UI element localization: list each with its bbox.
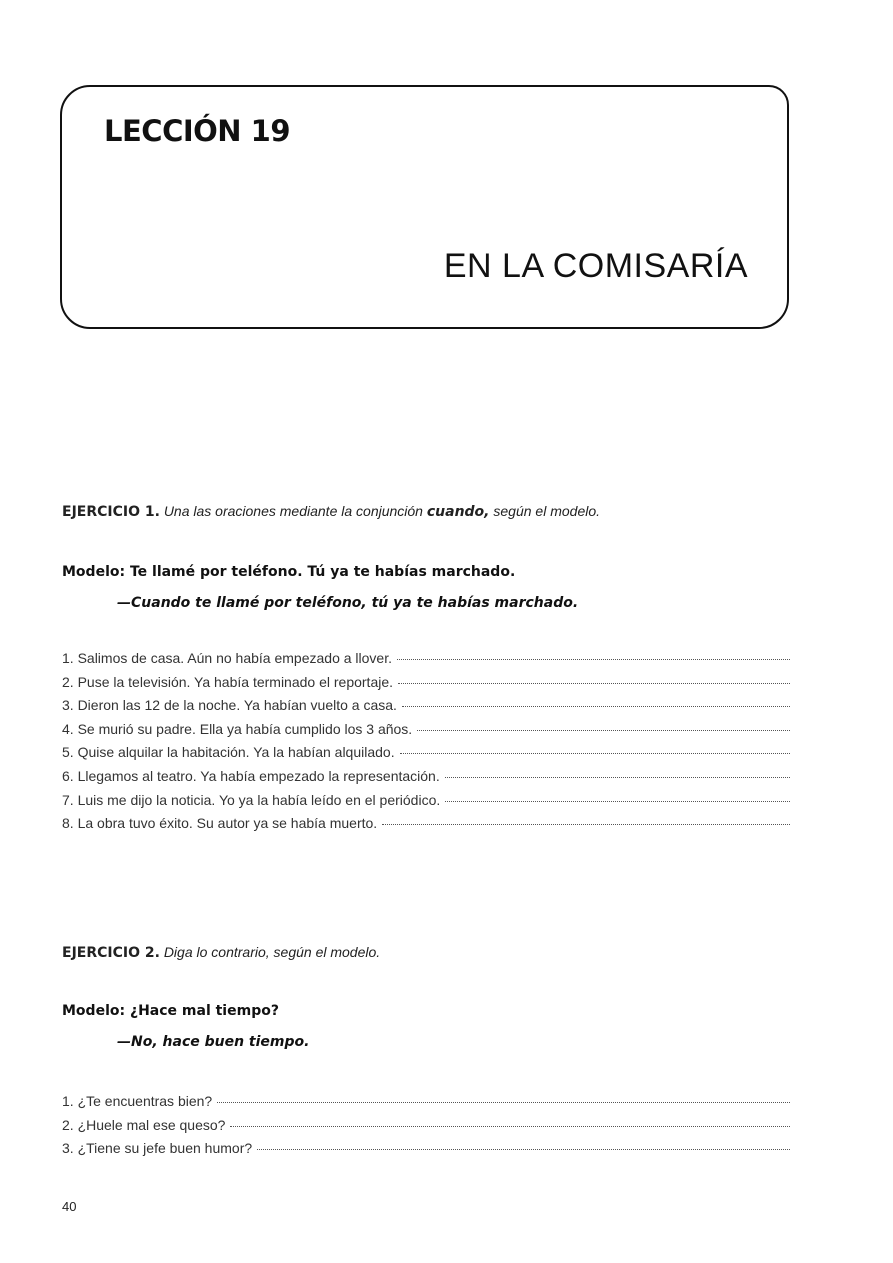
answer-line[interactable] xyxy=(217,1102,790,1103)
answer-line[interactable] xyxy=(445,801,790,802)
exercise-item xyxy=(62,697,790,721)
item-text: 4. Se murió su padre. Ella ya había cumplido los 3 años. xyxy=(62,720,413,737)
item-text: 2. Puse la televisión. Ya había terminado el reportaje. xyxy=(62,673,394,690)
exercise-1-items xyxy=(62,650,790,839)
answer-line[interactable] xyxy=(230,1126,790,1127)
item-text: 8. La obra tuvo éxito. Su autor ya se había muerto. xyxy=(62,815,378,832)
exercise-1-model-answer: —Cuando te llamé por teléfono, tú ya te habías marchado. xyxy=(117,595,579,611)
exercise-item xyxy=(62,792,790,816)
exercise-item xyxy=(62,1093,790,1117)
lesson-number: LECCIÓN 19 xyxy=(104,114,291,148)
exercise-1-heading xyxy=(62,503,600,520)
exercise-1-conjunction: cuando, xyxy=(426,504,490,520)
answer-line[interactable] xyxy=(382,824,790,825)
exercise-item xyxy=(62,721,790,745)
item-text: 3. ¿Tiene su jefe buen humor? xyxy=(62,1140,253,1157)
exercise-2-label: EJERCICIO 2. xyxy=(62,945,160,961)
item-text: 3. Dieron las 12 de la noche. Ya habían vuelto a casa. xyxy=(62,697,397,714)
item-text: 6. Llegamos al teatro. Ya había empezado la representación. xyxy=(62,767,440,784)
answer-line[interactable] xyxy=(445,777,790,778)
exercise-1-label: EJERCICIO 1. xyxy=(62,504,160,520)
exercise-1-instruction-end: según el modelo. xyxy=(489,503,601,519)
exercise-item xyxy=(62,1117,790,1141)
exercise-1-model-prompt: Modelo: Te llamé por teléfono. Tú ya te habías marchado. xyxy=(62,564,516,580)
exercise-item xyxy=(62,768,790,792)
exercise-2-instruction: Diga lo contrario, según el modelo. xyxy=(163,944,381,960)
answer-line[interactable] xyxy=(417,730,790,731)
exercise-2-items xyxy=(62,1093,790,1164)
exercise-item xyxy=(62,650,790,674)
exercise-item xyxy=(62,1140,790,1164)
item-text: 2. ¿Huele mal ese queso? xyxy=(62,1116,226,1133)
exercise-1-instruction-start: Una las oraciones mediante la conjunción xyxy=(163,503,427,519)
item-text: 5. Quise alquilar la habitación. Ya la habían alquilado. xyxy=(62,744,395,761)
item-text: 1. ¿Te encuentras bien? xyxy=(62,1093,213,1109)
item-text: 1. Salimos de casa. Aún no había empezado a llover. xyxy=(62,650,392,666)
item-text: 7. Luis me dijo la noticia. Yo ya la había leído en el periódico. xyxy=(62,791,441,808)
exercise-2-model-prompt: Modelo: ¿Hace mal tiempo? xyxy=(62,1003,279,1019)
exercise-2-model-answer: —No, hace buen tiempo. xyxy=(117,1034,310,1050)
exercise-item xyxy=(62,815,790,839)
exercise-2-heading xyxy=(62,944,380,961)
answer-line[interactable] xyxy=(397,659,790,660)
exercise-item xyxy=(62,674,790,698)
answer-line[interactable] xyxy=(402,706,790,707)
answer-line[interactable] xyxy=(398,683,790,684)
answer-line[interactable] xyxy=(257,1149,790,1150)
exercise-item xyxy=(62,744,790,768)
lesson-title: EN LA COMISARÍA xyxy=(443,247,748,285)
page-number: 40 xyxy=(62,1199,77,1214)
answer-line[interactable] xyxy=(400,753,790,754)
